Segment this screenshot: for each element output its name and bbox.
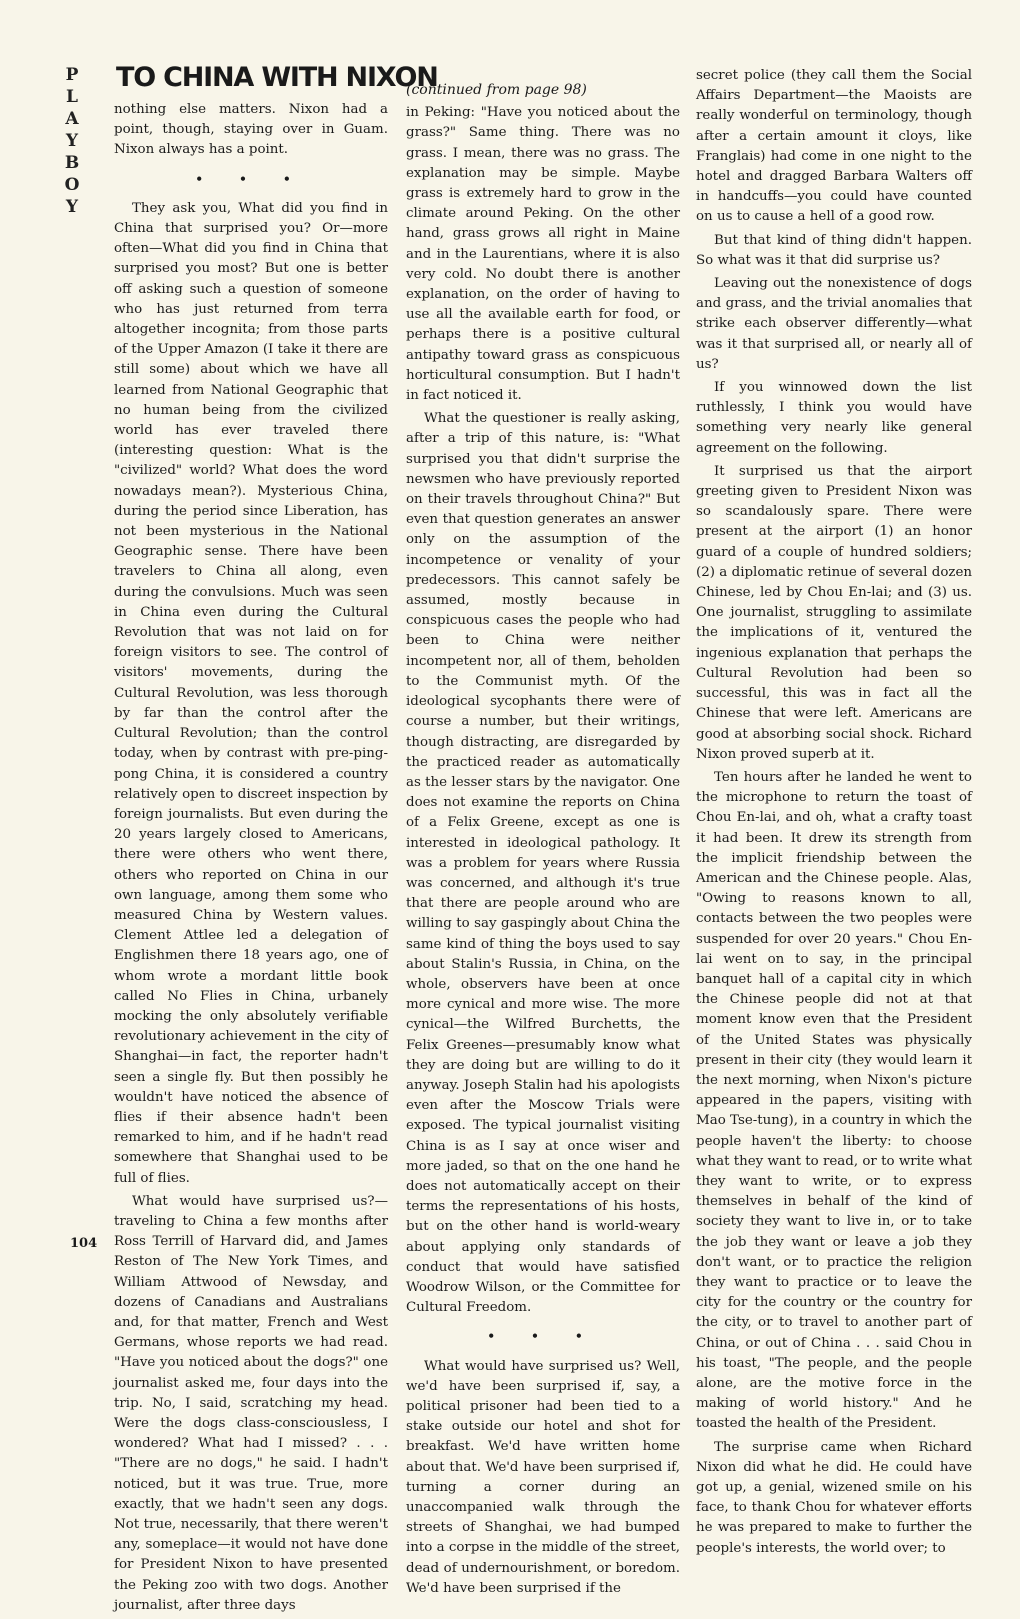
spine-letter: A [65,109,79,129]
magazine-spine-label [58,64,86,218]
paragraph: The surprise came when Richard Nixon did what he did. He could have got up, a genial, wizened smile on his face, to thank Chou for whatever efforts he was prepared to make to further the people's interests, the world over; to [696,1439,972,1556]
paragraph: If you winnowed down the list ruthlessly, I think you would have something very nearly like general agreement on the following. [696,380,972,456]
section-separator: • • • [487,1329,599,1344]
spine-letter: Y [65,197,79,217]
paragraph: in Peking: "Have you noticed about the grass?" Same thing. There was no grass. I mean, there was no grass. The explanation may be simple. Maybe grass is extremely hard to grow in the climate around Peking. On the other hand, grass grows all right in Maine and in the Laurentians, where it is also very cold. No doubt there is another explanation, on the order of having to use all the available earth for food, or perhaps there is a positive cultural antipathy toward grass as conspicuous horticultural consumption. But I hadn't in fact noticed it. [406,105,680,404]
paragraph: nothing else matters. Nixon had a point, though, staying over in Guam. Nixon always has a point. [114,102,388,158]
spine-letter: B [64,153,80,173]
continued-note: (continued from page 98) [406,82,587,98]
paragraph: It surprised us that the airport greeting given to President Nixon was so scandalously spare. There were present at the airport (1) an honor guard of a couple of hundred soldiers; (2) a diplomatic retinue of several dozen Chinese, led by Chou En-lai; and (3) us. One journalist, struggling to assimilate the implications of it, ventured the ingenious explanation that perhaps the Cultural Revolution had been so successful, this was in fact all the Chinese that were left. Americans are good at absorbing social shock. Richard Nixon proved superb at it. [696,463,972,762]
page-number: 104 [70,1236,98,1251]
spine-letter: P [65,65,79,85]
paragraph: But that kind of thing didn't happen. So what was it that did surprise us? [696,232,972,268]
paragraph: Leaving out the nonexistence of dogs and grass, and the trivial anomalies that strike each observer differently—what was it that surprised all, or nearly all of us? [696,276,972,372]
section-separator: • • • [195,171,307,186]
spine-letter: Y [65,131,79,151]
paragraph: secret police (they call them the Social Affairs Department—the Maoists are really wonderful on terminology, though after a certain amount it cloys, like Franglais) had come in one night to the hotel and dragged Barbara Walters off in handcuffs—you could have counted on us to cause a hell of a good row. [696,68,972,225]
text-column-1 [114,100,388,1619]
text-column-2 [406,80,680,1602]
paragraph: What would have surprised us?—traveling to China a few months after Ross Terrill of Harvard did, and James Reston of The New York Times, and William Attwood of Newsday, and dozens of Canadians and Australians and, for that matter, French and West Germans, whose reports we had read. "Have you noticed about the dogs?" one journalist asked me, four days into the trip. No, I said, scratching my head. Were the dogs class-consciousless, I wondered? What had I missed? . . . "There are no dogs," he said. I hadn't noticed, but it was true. True, more exactly, that we hadn't seen any dogs. Not true, necessarily, that there weren't any, someplace—it would not have done for President Nixon to have presented the Peking zoo with two dogs. Another journalist, after three days [114,1193,388,1613]
text-column-3 [696,66,972,1562]
spine-letter: O [64,175,80,195]
article-headline: TO CHINA WITH NIXON [116,62,438,93]
paragraph: What the questioner is really asking, after a trip of this nature, is: "What surprised you that didn't surprise the newsmen who have previously reported on their travels throughout China?" But even that question generates an answer only on the assumption of the incompetence or venality of your predecessors. This cannot safely be assumed, mostly because in conspicuous cases the people who had been to China were neither incompetent nor, all of them, beholden to the Communist myth. Of the ideological sycophants there were of course a number, but their writings, though distracting, are disregarded by the practiced reader as automatically as the lesser stars by the navigator. One does not examine the reports on China of a Felix Greene, except as one is interested in ideological pathology. It was a problem for years where Russia was concerned, and although it's true that there are people around who are willing to say gaspingly about China the same kind of thing the boys used to say about Stalin's Russia, in China, on the whole, observers have been at once more cynical and more wise. The more cynical—the Wilfred Burchetts, the Felix Greenes—presumably know what they are doing but are willing to do it anyway. Joseph Stalin had his apologists even after the Moscow Trials were exposed. The typical journalist visiting China is as I say at once wiser and more jaded, so that on the one hand he does not automatically accept on their terms the representations of his hosts, but on the other hand is world-weary about applying only standards of conduct that would have satisfied Woodrow Wilson, or the Committee for Cultural Freedom. [406,411,680,1316]
paragraph: Ten hours after he landed he went to the microphone to return the toast of Chou En-lai, and oh, what a crafty toast it had been. It drew its strength from the implicit friendship between the American and the Chinese people. Alas, "Owing to reasons known to all, contacts between the two peoples were suspended for over 20 years." Chou En-lai went on to say, in the principal banquet hall of a capital city in which the Chinese people did not at that moment know even that the President of the United States was physically present in their city (they would learn it the next morning, when Nixon's picture appeared in the papers, visiting with Mao Tse-tung), in a country in which the people haven't the liberty: to choose what they want to read, or to write what they want to write, or to express themselves in behalf of the kind of society they want to live in, or to take the job they want or leave a job they don't want, or to practice the religion they want to practice or to leave the city for the country or the country for the city, or to travel to another part of China, or out of China . . . said Chou in his toast, "The people, and the people alone, are the motive force in the making of world history." And he toasted the health of the President. [696,769,972,1432]
spine-letter: L [66,87,78,107]
paragraph: They ask you, What did you find in China that surprised you? Or—more often—What did you find in China that surprised you most? But one is better off asking such a question of someone who has just returned from terra altogether incognita; from those parts of the Upper Amazon (I take it there are still some) about which we have all learned from National Geographic that no human being from the civilized world has ever traveled there (interesting question: What is the "civilized" world? What does the word nowadays mean?). Mysterious China, during the period since Liberation, has not been mysterious in the National Geographic sense. There have been travelers to China all along, even during the convulsions. Much was seen in China even during the Cultural Revolution that was not laid on for foreign visitors to see. The control of visitors' movements, during the Cultural Revolution, was less thorough by far than the control after the Cultural Revolution; than the control today, when by contrast with pre-ping-pong China, it is considered a country relatively open to discreet inspection by foreign journalists. But even during the 20 years largely closed to Americans, there were others who went there, others who reported on China in our own language, among them some who measured China by Western values. Clement Attlee led a delegation of Englishmen there 18 years ago, one of whom wrote a mordant little book called No Flies in China, urbanely mocking the only absolutely verifiable revolutionary achievement in the city of Shanghai—in fact, the reporter hadn't seen a single fly. But then possibly he wouldn't have noticed the absence of flies if their absence hadn't been remarked to him, and if he hadn't read somewhere that Shanghai used to be full of flies. [114,200,388,1186]
paragraph: What would have surprised us? Well, we'd have been surprised if, say, a political prisoner had been tied to a stake outside our hotel and shot for breakfast. We'd have written home about that. We'd have been surprised if, turning a corner during an unaccompanied walk through the streets of Shanghai, we had bumped into a corpse in the middle of the street, dead of undernourishment, or boredom. We'd have been surprised if the [406,1358,680,1596]
